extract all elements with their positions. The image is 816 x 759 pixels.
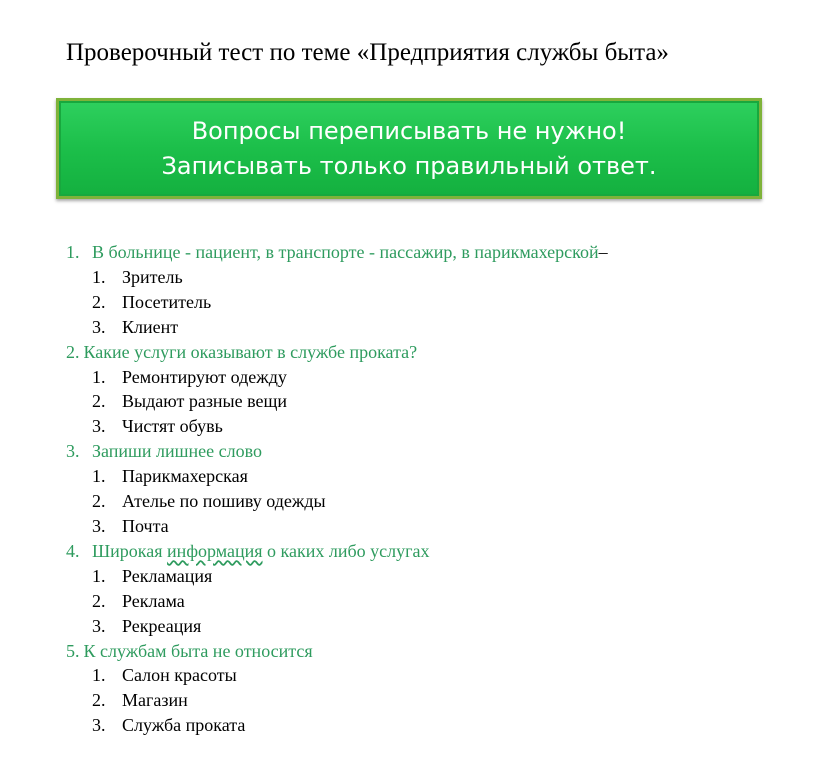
option-text: Реклама	[122, 590, 185, 611]
option-number: 3.	[92, 316, 106, 337]
option-number: 3.	[92, 615, 106, 636]
option-number: 1.	[92, 565, 106, 586]
option-item	[66, 663, 806, 688]
banner-line-1: Вопросы переписывать не нужно!	[191, 116, 627, 145]
question-number: 3.	[66, 441, 80, 462]
question-text: Запиши лишнее слово	[92, 441, 262, 462]
question-text: В больнице - пациент, в транспорте - пассажир, в парикмахерской	[92, 242, 599, 262]
spellcheck-word: информация	[167, 540, 263, 561]
option-text: Рекреация	[122, 615, 202, 636]
question-1	[66, 240, 806, 265]
option-text: Магазин	[122, 690, 188, 711]
option-item	[66, 389, 806, 414]
option-number: 1.	[92, 366, 106, 387]
option-item	[66, 688, 806, 713]
question-number: 5.	[66, 640, 80, 661]
instruction-banner	[56, 98, 762, 199]
option-item	[66, 315, 806, 340]
option-text: Чистят обувь	[122, 416, 223, 437]
option-item	[66, 589, 806, 614]
option-item	[66, 614, 806, 639]
banner-line-2: Записывать только правильный ответ.	[161, 151, 657, 180]
option-number: 2.	[92, 690, 106, 711]
option-text: Парикмахерская	[122, 466, 248, 487]
option-text: Клиент	[122, 316, 179, 337]
option-item	[66, 414, 806, 439]
question-number: 4.	[66, 540, 80, 561]
page-title: Проверочный тест по теме «Предприятия службы быта»	[66, 39, 669, 66]
question-text: Какие услуги оказывают в службе проката?	[83, 341, 418, 362]
option-number: 2.	[92, 590, 106, 611]
option-number: 3.	[92, 515, 106, 536]
option-number: 2.	[92, 491, 106, 512]
option-text: Салон красоты	[122, 665, 237, 686]
option-text: Служба проката	[122, 715, 246, 736]
question-text-after: о каких либо услугах	[262, 540, 430, 561]
option-text: Выдают разные вещи	[122, 391, 288, 412]
option-text: Посетитель	[122, 291, 212, 312]
option-text: Зритель	[122, 266, 183, 287]
question-dash: –	[598, 242, 608, 262]
option-text: Ателье по пошиву одежды	[122, 491, 326, 512]
option-number: 1.	[92, 466, 106, 487]
question-5	[66, 639, 806, 664]
option-number: 1.	[92, 665, 106, 686]
option-number: 3.	[92, 416, 106, 437]
option-item	[66, 514, 806, 539]
option-number: 1.	[92, 266, 106, 287]
question-text-before: Широкая	[92, 540, 168, 561]
option-item	[66, 290, 806, 315]
option-text: Почта	[122, 515, 169, 536]
question-text: К службам быта не относится	[83, 640, 313, 661]
question-3	[66, 439, 806, 464]
question-4	[66, 539, 806, 564]
question-2	[66, 340, 806, 365]
question-number: 2.	[66, 341, 80, 362]
option-item	[66, 489, 806, 514]
option-item	[66, 365, 806, 390]
option-text: Ремонтируют одежду	[122, 366, 287, 387]
option-number: 2.	[92, 291, 106, 312]
option-item	[66, 564, 806, 589]
question-list	[66, 240, 806, 738]
option-item	[66, 464, 806, 489]
option-text: Рекламация	[122, 565, 213, 586]
question-number: 1.	[66, 242, 80, 262]
option-item	[66, 265, 806, 290]
option-number: 3.	[92, 715, 106, 736]
option-item	[66, 713, 806, 738]
option-number: 2.	[92, 391, 106, 412]
